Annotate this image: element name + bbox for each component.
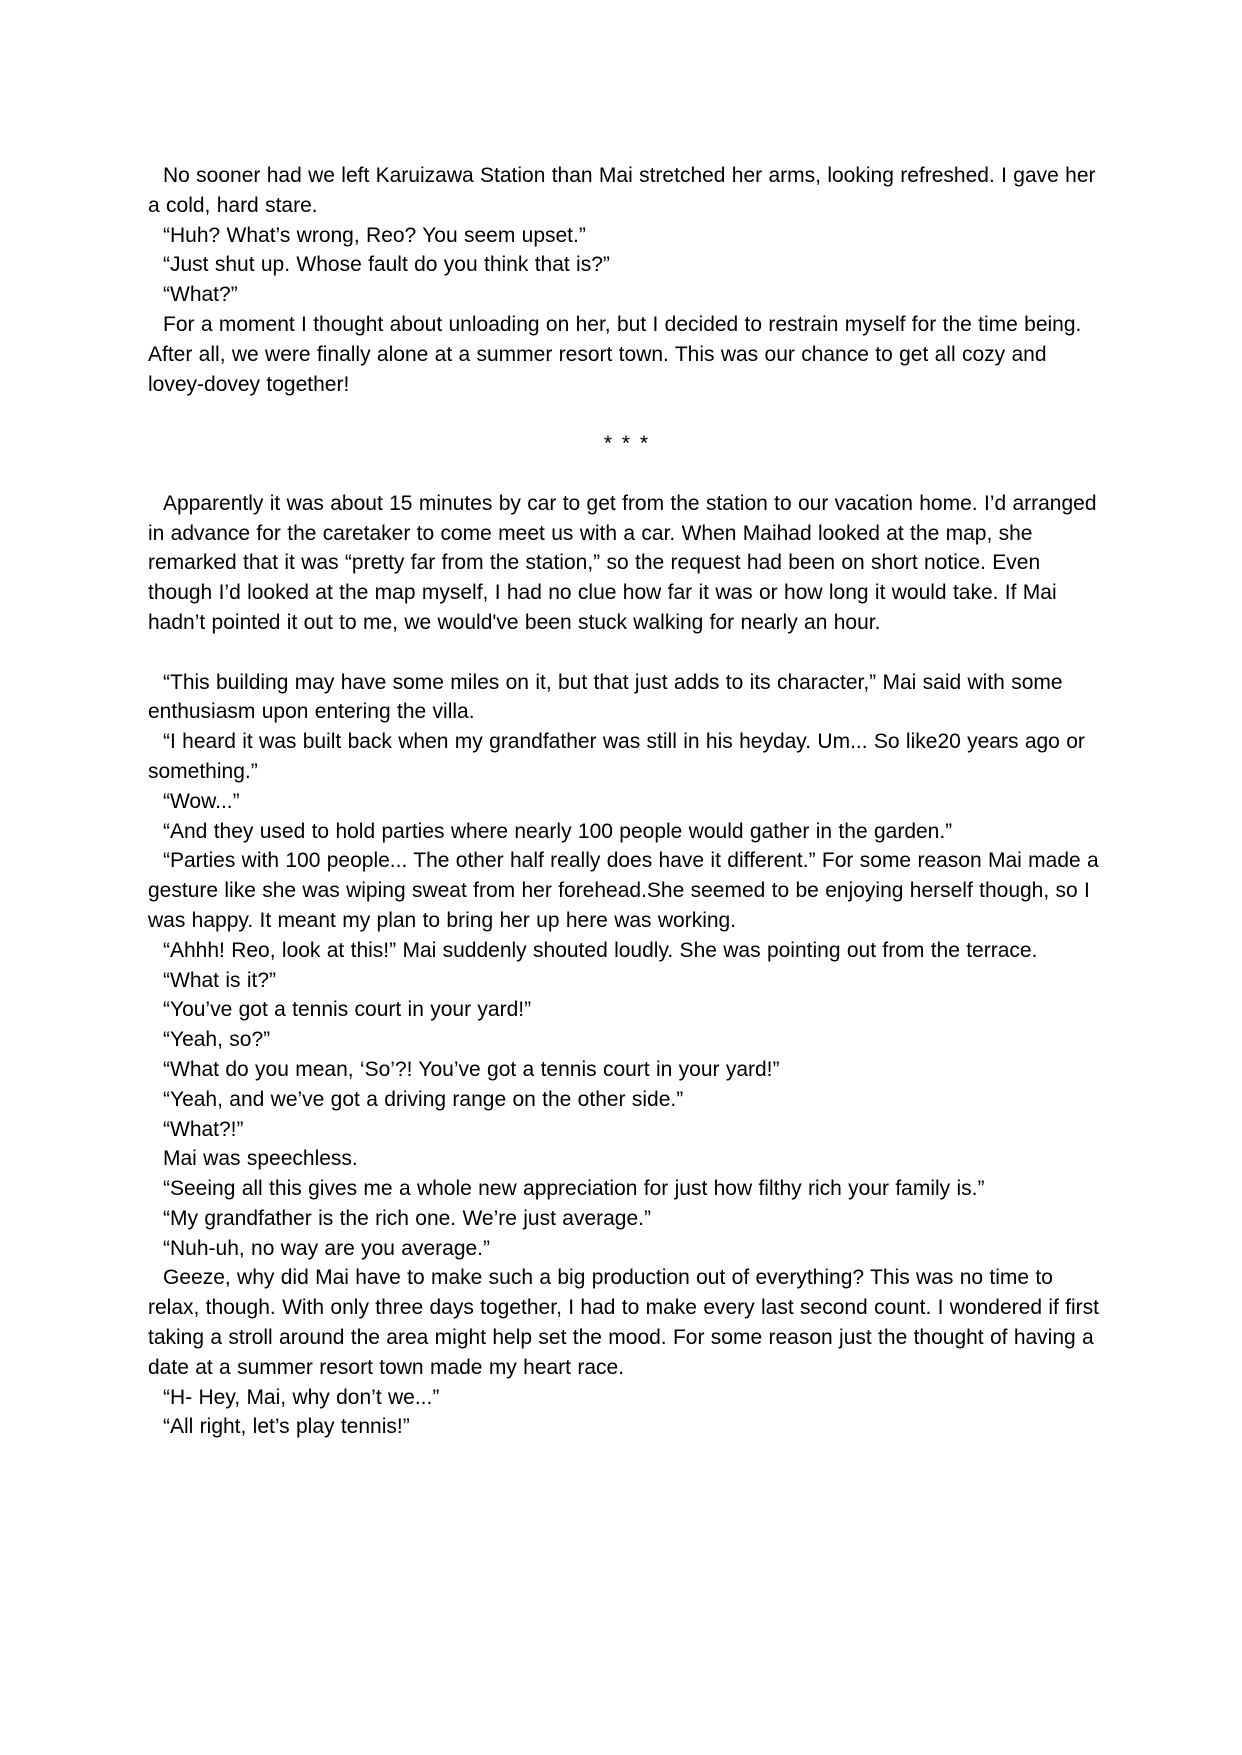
paragraph-dialogue: “What?!” (163, 1117, 244, 1141)
paragraph-dialogue: “You’ve got a tennis court in your yard!” (163, 998, 532, 1022)
paragraph-dialogue: “Seeing all this gives me a whole new appreciation for just how filthy rich your family is.” (163, 1177, 985, 1201)
paragraph-narration: Mai was speechless. (163, 1147, 358, 1171)
paragraph-dialogue: “Yeah, so?” (163, 1028, 271, 1052)
paragraph-dialogue: “What do you mean, ‘So’?! You’ve got a tennis court in your yard!” (163, 1057, 780, 1081)
paragraph-narration: Apparently it was about 15 minutes by car to get from the station to our vacation home. I’d arranged in advance for the caretaker to come meet us with a car. When Maihad looked at the map, she remarked that it was “pretty far from the station,” so the request had been on short notice. Even though I’d looked at the map myself, I had no clue how far it was or how long it would take. If Mai hadn’t pointed it out to me, we would've been stuck walking for nearly an hour. (148, 491, 1097, 634)
paragraph-dialogue: “And they used to hold parties where nearly 100 people would gather in the garden.” (163, 819, 953, 843)
paragraph-dialogue: “Just shut up. Whose fault do you think that is?” (163, 253, 610, 277)
paragraph-narration: No sooner had we left Karuizawa Station than Mai stretched her arms, looking refreshed. I gave her a cold, hard stare. (148, 164, 1096, 217)
paragraph-narration: Geeze, why did Mai have to make such a big production out of everything? This was no time to relax, though. With only three days together, I had to make every last second count. I wondered if first taking a stroll around the area might help set the mood. For some reason just the thought of having a date at a summer resort town made my heart race. (148, 1266, 1100, 1379)
paragraph-dialogue: “Huh? What’s wrong, Reo? You seem upset.” (163, 223, 586, 247)
paragraph-dialogue: “H- Hey, Mai, why don’t we...” (163, 1385, 440, 1409)
paragraph-dialogue: “This building may have some miles on it, but that just adds to its character,” Mai said with some enthusiasm upon entering the villa. (148, 670, 1063, 724)
paragraph-dialogue: “All right, let’s play tennis!” (163, 1415, 410, 1439)
paragraph-narration: For a moment I thought about unloading on her, but I decided to restrain myself for the time being. After all, we were finally alone at a summer resort town. This was our chance to get all cozy and lovey-dovey together! (148, 312, 1082, 396)
scene-break-separator: * * * (603, 432, 651, 456)
paragraph-dialogue: “I heard it was built back when my grandfather was still in his heyday. Um... So like20 years ago or something.” (148, 730, 1085, 783)
paragraph-dialogue: “My grandfather is the rich one. We’re just average.” (163, 1206, 651, 1230)
paragraph-dialogue: “What?” (163, 283, 238, 307)
paragraph-dialogue: “Ahhh! Reo, look at this!” Mai suddenly shouted loudly. She was pointing out from the terrace. (163, 938, 1038, 962)
paragraph-dialogue: “What is it?” (163, 968, 277, 992)
paragraph-dialogue: “Parties with 100 people... The other half really does have it different.” For some reason Mai made a gesture like she was wiping sweat from her forehead.She seemed to be enjoying herself though, so I was happy. It meant my plan to bring her up here was working. (148, 849, 1099, 932)
paragraph-dialogue: “Nuh-uh, no way are you average.” (163, 1236, 491, 1260)
paragraph-dialogue: “Wow...” (163, 789, 240, 813)
paragraph-dialogue: “Yeah, and we’ve got a driving range on the other side.” (163, 1087, 684, 1111)
